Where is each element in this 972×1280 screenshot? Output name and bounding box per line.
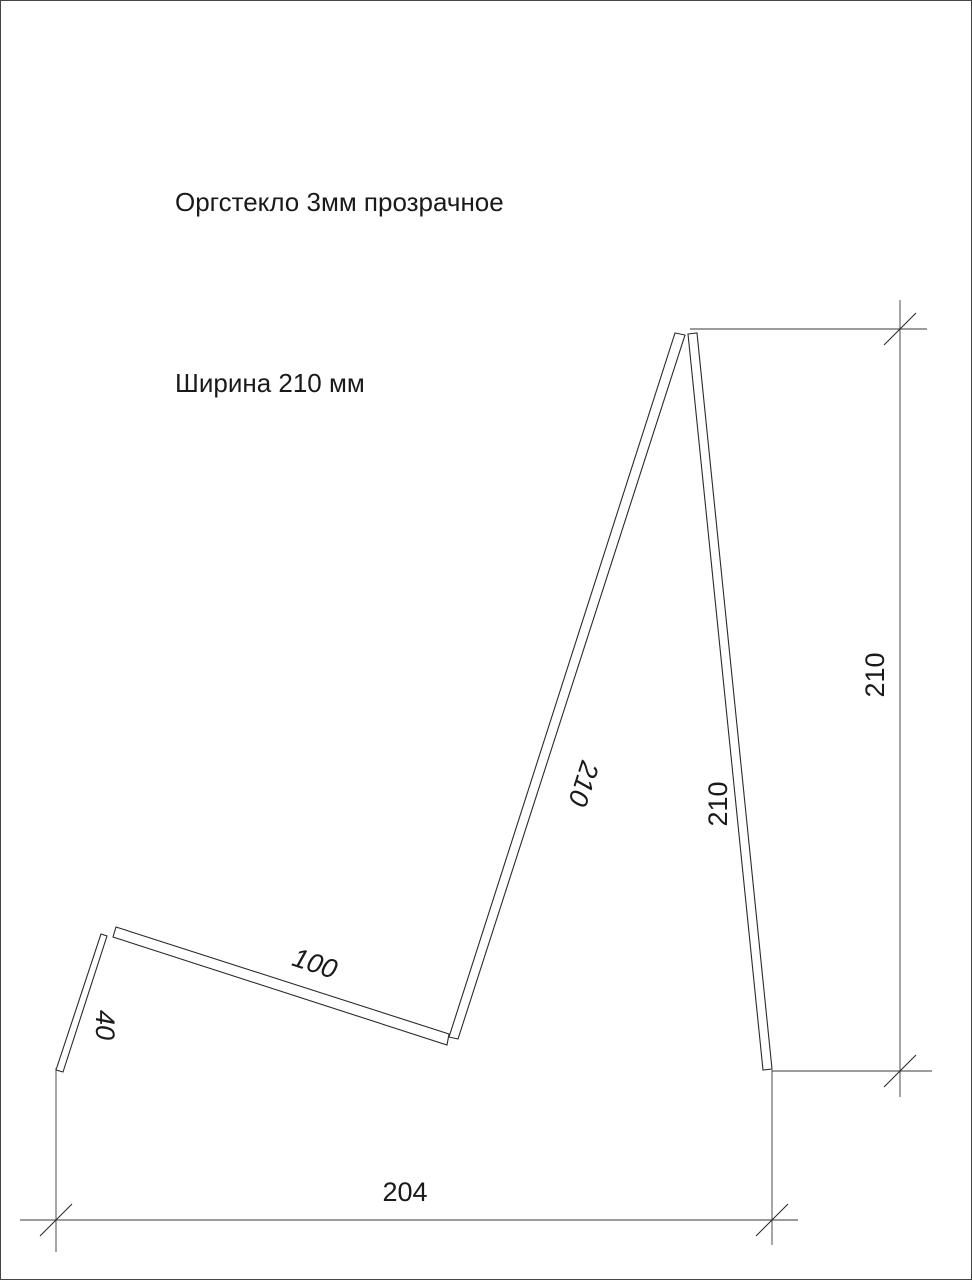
lip-strip xyxy=(56,934,107,1072)
total-height-label: 210 xyxy=(860,652,890,698)
width-note: Ширина 210 мм xyxy=(175,368,365,398)
base-strip xyxy=(113,927,449,1045)
total-width-label: 204 xyxy=(382,1177,428,1207)
leg-strip xyxy=(688,333,772,1070)
lip-length-label: 40 xyxy=(90,1009,120,1041)
back-strip xyxy=(449,333,685,1039)
back-length-label: 210 xyxy=(562,757,605,810)
leg-length-label: 210 xyxy=(703,781,733,827)
material-note: Оргстекло 3мм прозрачное xyxy=(175,187,504,217)
base-length-label: 100 xyxy=(288,942,341,985)
